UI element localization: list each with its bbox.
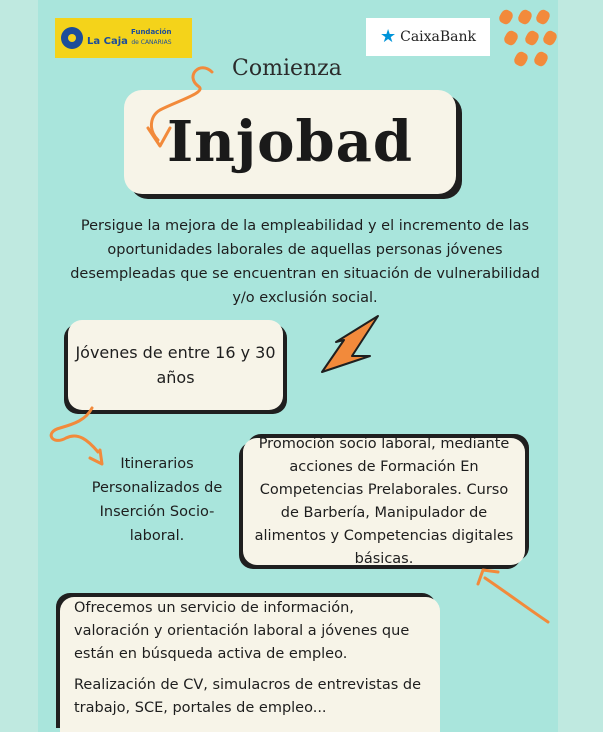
logo-fundacion-label: Fundación	[131, 28, 172, 36]
arrowhead-icon	[90, 450, 102, 464]
star-icon: ★	[379, 26, 397, 47]
arrowhead-icon	[148, 128, 170, 146]
age-text: Jóvenes de entre 16 y 30 años	[75, 343, 276, 387]
loop-arrow-icon	[51, 408, 98, 452]
arrowhead-icon	[478, 570, 498, 584]
offer-text-2: Realización de CV, simulacros de entrevistas de trabajo, SCE, portales de empleo...	[74, 677, 422, 716]
logo-main-label: La Caja de CANARIAS	[87, 36, 172, 47]
caixabank-label: CaixaBank	[400, 29, 477, 45]
curve-arrow-icon	[485, 578, 548, 622]
promocion-text: Promoción socio laboral, mediante acciones de Formación En Competencias Prelaborales. Curso de Barbería, Manipulador de alimentos y Competencias digitales básicas.	[254, 435, 514, 567]
offer-text-1: Ofrecemos un servicio de información, valoración y orientación laboral a jóvenes que están en búsqueda activa de empleo.	[74, 600, 410, 662]
curly-arrow-icon	[151, 68, 212, 140]
page-title: Injobad	[166, 109, 414, 175]
kicker-text: Comienza	[232, 56, 342, 81]
intro-text: Persigue la mejora de la empleabilidad y el incremento de las oportunidades laborales de aquellas personas jóvenes desempleadas que se encuentran en situación de vulnerabilidad y/o exclusión social.	[70, 218, 540, 306]
bold-arrow-icon	[322, 316, 378, 372]
itinerarios-text: Itinerarios Personalizados de Inserción Socio-laboral.	[91, 456, 223, 544]
